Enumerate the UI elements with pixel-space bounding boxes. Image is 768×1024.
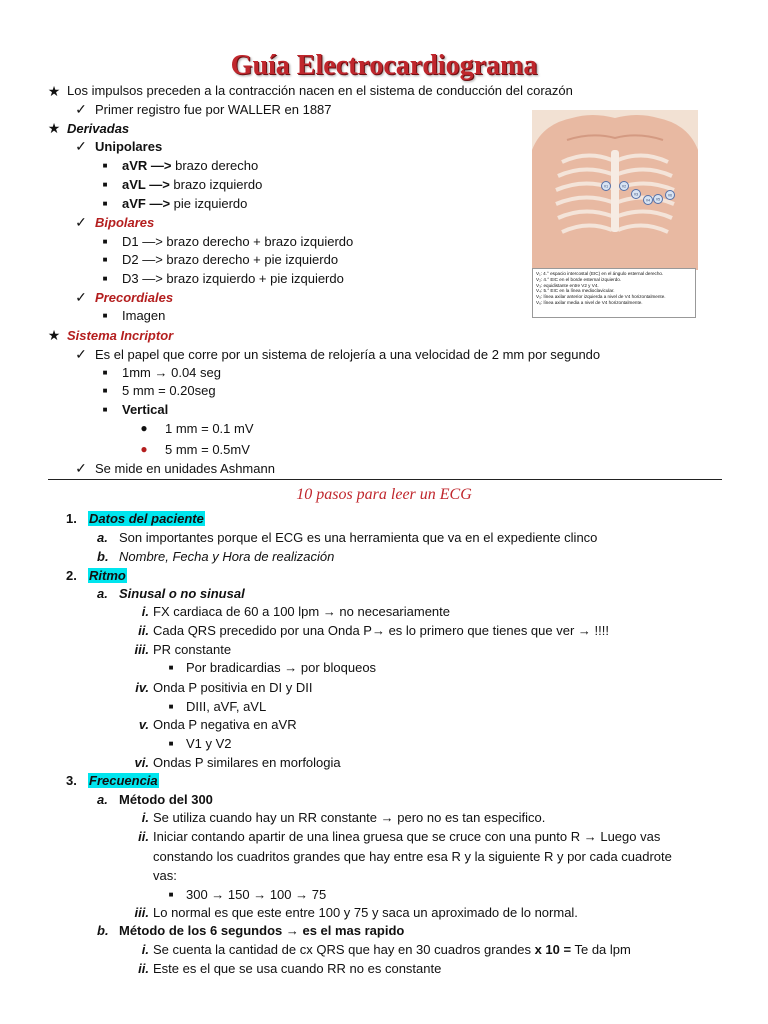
- caption-line: V₆: línea axilar media a nivel de V4 horizontalmente.: [536, 299, 643, 305]
- list-marker: iii.: [134, 905, 149, 920]
- square-bullet-icon: ■: [102, 199, 108, 208]
- caption-line: V₂: 4.° EIC en el borde esternal izquierdo.: [536, 276, 622, 282]
- outline-line: Lo normal es que este entre 100 y 75 y saca un aproximado de lo normal.: [153, 905, 578, 920]
- square-bullet-icon: ■: [168, 739, 174, 748]
- square-bullet-icon: ■: [168, 702, 174, 711]
- square-bullet-icon: ■: [102, 405, 108, 414]
- subheading: Precordiales: [95, 290, 174, 305]
- square-bullet-icon: ■: [168, 890, 174, 899]
- dot-bullet-icon: ●: [140, 442, 148, 456]
- outline-line: vas:: [153, 868, 177, 883]
- list-marker: i.: [141, 810, 149, 825]
- list-marker: a.: [97, 586, 108, 601]
- outline-line: aVL —> brazo izquierdo: [122, 177, 263, 192]
- outline-line: Imagen: [122, 308, 166, 323]
- outline-line: Cada QRS precedido por una Onda P→ es lo primero que tienes que ver → !!!!: [153, 623, 609, 638]
- step-number: 2.: [66, 568, 77, 583]
- outline-line: Los impulsos preceden a la contracción nacen en el sistema de conducción del corazón: [67, 83, 573, 98]
- outline-line: V1 y V2: [186, 736, 232, 751]
- outline-line: aVF —> pie izquierdo: [122, 196, 248, 211]
- list-marker: b.: [97, 923, 109, 938]
- outline-line: 5 mm = 0.5mV: [165, 442, 250, 457]
- outline-line: D1 —> brazo derecho + brazo izquierdo: [122, 234, 354, 249]
- outline-line: FX cardiaca de 60 a 100 lpm → no necesariamente: [153, 604, 451, 619]
- electrode-label: V6: [667, 193, 673, 198]
- electrode-label: V3: [633, 192, 639, 197]
- list-marker: i.: [141, 604, 149, 619]
- outline-line: Onda P negativa en aVR: [153, 717, 297, 732]
- outline-line: D3 —> brazo izquierdo + pie izquierdo: [122, 271, 344, 286]
- dot-bullet-icon: ●: [140, 421, 148, 435]
- horizontal-divider: [48, 479, 722, 480]
- outline-line: 300 → 150 → 100 → 75: [186, 887, 327, 902]
- check-bullet-icon: ✓: [75, 101, 87, 117]
- caption-line: V₃: equidistante entre V2 y V4.: [536, 282, 599, 288]
- square-bullet-icon: ■: [102, 255, 108, 264]
- check-bullet-icon: ✓: [75, 346, 87, 362]
- square-bullet-icon: ■: [102, 180, 108, 189]
- subheading: Sinusal o no sinusal: [119, 586, 245, 601]
- subheading: Unipolares: [95, 139, 163, 154]
- outline-line: Onda P positivia en DI y DII: [153, 680, 313, 695]
- outline-line: Nombre, Fecha y Hora de realización: [119, 549, 335, 564]
- step-heading: Frecuencia: [89, 773, 158, 788]
- electrode-label: V1: [603, 184, 609, 189]
- caption-line: V₄: 5.° EIC en la línea medioclavicular.: [536, 288, 615, 294]
- step-number: 1.: [66, 511, 77, 526]
- outline-line: Se utiliza cuando hay un RR constante → pero no es tan especifico.: [153, 810, 546, 825]
- outline-line: 1 mm = 0.1 mV: [165, 421, 254, 436]
- outline-line: Por bradicardias → por bloqueos: [186, 660, 377, 675]
- list-marker: vi.: [134, 755, 149, 770]
- outline-line: aVR —> brazo derecho: [122, 158, 259, 173]
- list-marker: b.: [97, 549, 109, 564]
- outline-line: 1mm → 0.04 seg: [122, 365, 221, 380]
- section-heading: Derivadas: [67, 121, 130, 136]
- step-number: 3.: [66, 773, 77, 788]
- outline-line: D2 —> brazo derecho + pie izquierdo: [122, 252, 339, 267]
- check-bullet-icon: ✓: [75, 460, 87, 476]
- star-bullet-icon: ★: [47, 327, 61, 343]
- square-bullet-icon: ■: [102, 161, 108, 170]
- outline-line: Iniciar contando apartir de una linea gruesa que se cruce con una punto R → Luego vas: [153, 829, 661, 844]
- outline-line: Son importantes porque el ECG es una herramienta que va en el expediente clinco: [119, 530, 598, 545]
- step-heading: Ritmo: [89, 568, 126, 583]
- outline-line: DIII, aVF, aVL: [186, 699, 267, 714]
- outline-line: Este es el que se usa cuando RR no es constante: [153, 961, 442, 976]
- outline-line: Se cuenta la cantidad de cx QRS que hay en 30 cuadros grandes x 10 = Te da lpm: [153, 942, 631, 957]
- outline-line: constando los cuadritos grandes que hay entre esa R y la siguiente R y por cada cuadrote: [153, 849, 672, 864]
- outline-line: Primer registro fue por WALLER en 1887: [95, 102, 332, 117]
- square-bullet-icon: ■: [102, 274, 108, 283]
- subheading: Bipolares: [95, 215, 155, 230]
- torso-illustration: [532, 110, 698, 270]
- star-bullet-icon: ★: [47, 83, 61, 99]
- check-bullet-icon: ✓: [75, 289, 87, 305]
- check-bullet-icon: ✓: [75, 138, 87, 154]
- outline-line: 5 mm = 0.20seg: [122, 383, 216, 398]
- list-marker: ii.: [138, 623, 149, 638]
- outline-line: Se mide en unidades Ashmann: [95, 461, 275, 476]
- list-marker: iii.: [134, 642, 149, 657]
- list-marker: v.: [138, 717, 149, 732]
- square-bullet-icon: ■: [102, 311, 108, 320]
- subheading: Método de los 6 segundos → es el mas rapido: [119, 923, 405, 938]
- caption-line: V₁: 4.° espacio intercostal (EIC) en el ángulo esternal derecho.: [536, 271, 664, 276]
- list-marker: ii.: [138, 829, 149, 844]
- outline-line: PR constante: [153, 642, 232, 657]
- section-title: 10 pasos para leer un ECG: [296, 486, 472, 503]
- caption-line: V₅: línea axilar anterior izquierda a nivel de V4 horizontalmente.: [536, 294, 666, 300]
- square-bullet-icon: ■: [102, 368, 108, 377]
- step-heading: Datos del paciente: [89, 511, 204, 526]
- check-bullet-icon: ✓: [75, 214, 87, 230]
- subheading: Método del 300: [119, 792, 213, 807]
- figure-caption: [532, 268, 696, 318]
- electrode-label: V5: [655, 197, 661, 202]
- section-heading: Sistema Incriptor: [67, 328, 174, 343]
- page-title: Guía Electrocardiograma: [230, 50, 538, 81]
- square-bullet-icon: ■: [102, 386, 108, 395]
- outline-line: Es el papel que corre por un sistema de relojería a una velocidad de 2 mm por segundo: [95, 347, 601, 362]
- electrode-label: V4: [645, 198, 651, 203]
- list-marker: iv.: [135, 680, 149, 695]
- outline-line: Ondas P similares en morfologia: [153, 755, 341, 770]
- star-bullet-icon: ★: [47, 120, 61, 136]
- square-bullet-icon: ■: [102, 237, 108, 246]
- list-marker: a.: [97, 792, 108, 807]
- square-bullet-icon: ■: [168, 663, 174, 672]
- list-marker: ii.: [138, 961, 149, 976]
- electrode-label: V2: [621, 184, 627, 189]
- subheading: Vertical: [122, 402, 169, 417]
- list-marker: a.: [97, 530, 108, 545]
- list-marker: i.: [141, 942, 149, 957]
